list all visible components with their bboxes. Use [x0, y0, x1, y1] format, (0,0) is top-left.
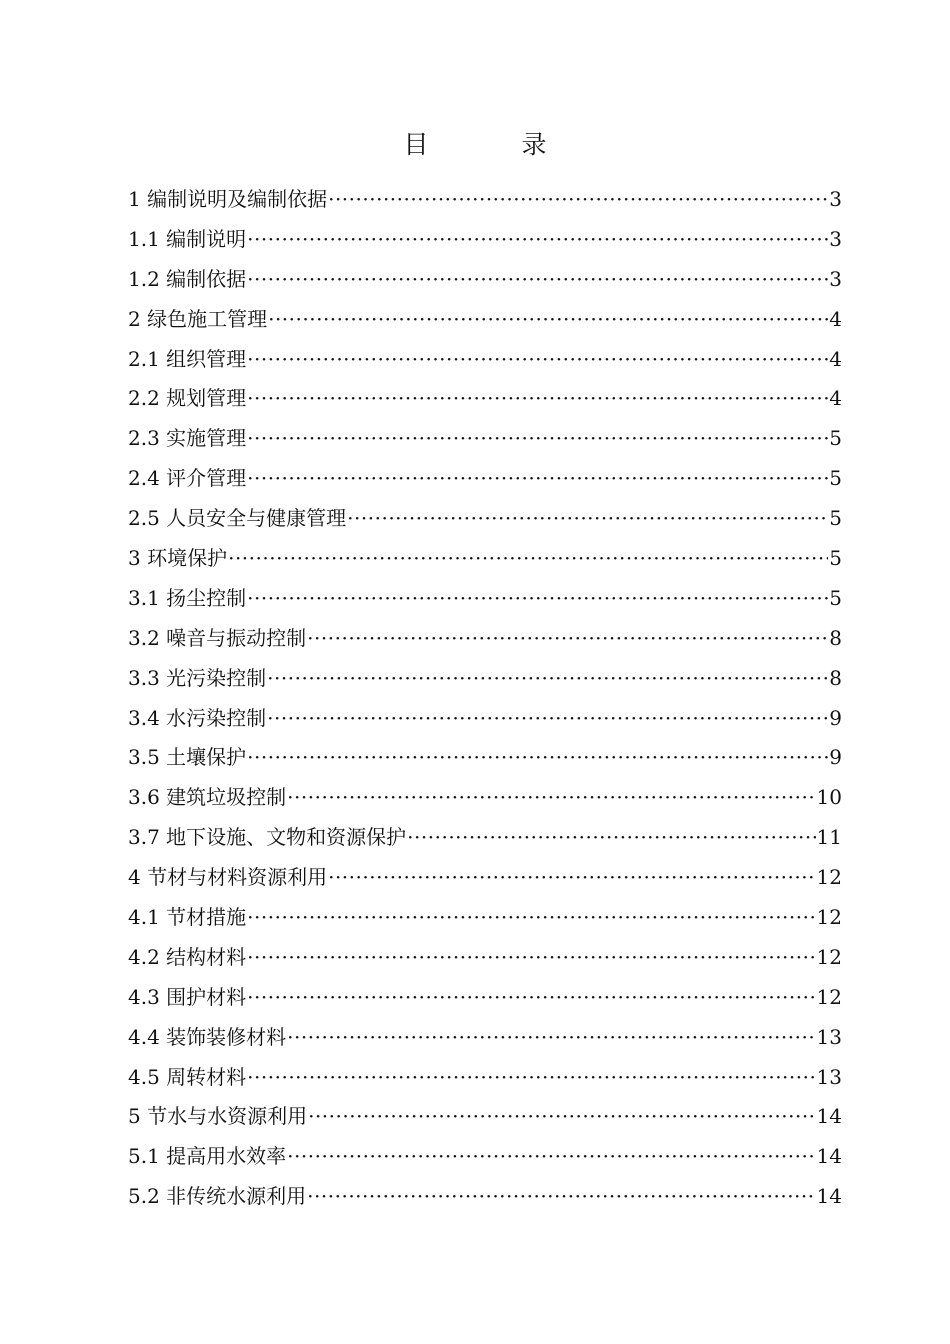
toc-dot-leader [328, 858, 815, 898]
toc-dot-leader [247, 898, 815, 938]
toc-entry-text: 编制说明 [166, 226, 247, 251]
toc-entry-number: 2.2 [128, 386, 160, 411]
toc-entry-text: 实施管理 [166, 426, 247, 451]
toc-entry-text: 结构材料 [166, 944, 247, 969]
toc-entry-page-number: 3 [829, 187, 842, 211]
toc-entry-text: 节水与水资源利用 [147, 1104, 308, 1129]
toc-entry-text: 编制依据 [166, 266, 247, 291]
toc-dot-leader [267, 699, 828, 739]
toc-entry[interactable] [128, 499, 842, 539]
toc-entry-page-number: 5 [829, 466, 842, 491]
toc-entry[interactable] [128, 300, 842, 340]
toc-entry-page-number: 5 [829, 506, 842, 531]
toc-entry[interactable] [128, 260, 842, 300]
toc-dot-leader [247, 938, 815, 978]
toc-entry-page-number: 3 [829, 226, 842, 251]
toc-entry-number: 4.2 [128, 944, 160, 969]
toc-entry-number: 1.2 [128, 266, 160, 291]
toc-dot-leader [247, 1058, 815, 1098]
toc-entry[interactable] [128, 659, 842, 699]
toc-entry-text: 提高用水效率 [166, 1144, 287, 1169]
toc-entry-number: 2.5 [128, 506, 160, 531]
toc-entry-number: 4.1 [128, 905, 160, 930]
toc-dot-leader [228, 539, 828, 579]
toc-entry-page-number: 11 [816, 825, 842, 850]
toc-entry[interactable] [128, 898, 842, 938]
toc-entry-page-number: 5 [829, 546, 842, 571]
toc-entry-text: 组织管理 [166, 346, 247, 371]
toc-entry[interactable] [128, 858, 842, 898]
toc-entry[interactable] [128, 1018, 842, 1058]
toc-entry[interactable] [128, 220, 842, 260]
toc-dot-leader [247, 579, 828, 619]
toc-entry-text: 节材措施 [166, 905, 247, 930]
toc-entry-page-number: 4 [829, 306, 842, 331]
toc-entry-page-number: 4 [829, 346, 842, 371]
toc-entry-number: 3.1 [128, 585, 160, 610]
toc-entry-number: 2.4 [128, 466, 160, 491]
toc-entry-number: 4.5 [128, 1064, 160, 1089]
toc-entry-page-number: 13 [816, 1024, 842, 1049]
toc-dot-leader [247, 379, 828, 419]
toc-entry-text: 水污染控制 [166, 705, 267, 730]
toc-entry[interactable] [128, 379, 842, 419]
toc-entry[interactable] [128, 459, 842, 499]
toc-entry-text: 绿色施工管理 [147, 306, 268, 331]
toc-entry-text: 节材与材料资源利用 [147, 865, 328, 890]
toc-entry-page-number: 8 [829, 665, 842, 690]
toc-entry-text: 建筑垃圾控制 [166, 785, 287, 810]
toc-entry[interactable] [128, 419, 842, 459]
toc-entry[interactable] [128, 699, 842, 739]
toc-entry-text: 规划管理 [166, 386, 247, 411]
toc-dot-leader [287, 778, 815, 818]
toc-entry-number: 3 [128, 546, 141, 571]
toc-entry[interactable] [128, 539, 842, 579]
toc-entry[interactable] [128, 1097, 842, 1137]
toc-entry-page-number: 8 [829, 625, 842, 650]
toc-dot-leader [328, 180, 828, 220]
toc-entry-page-number: 12 [816, 865, 842, 890]
toc-entry[interactable] [128, 818, 842, 858]
toc-dot-leader [308, 1097, 815, 1137]
toc-entry-number: 5 [128, 1104, 141, 1129]
toc-entry-number: 2.3 [128, 426, 160, 451]
toc-entry-page-number: 14 [816, 1144, 842, 1169]
toc-entry-number: 3.2 [128, 625, 160, 650]
toc-dot-leader [287, 1137, 815, 1177]
toc-entry-number: 2 [128, 306, 141, 331]
toc-dot-leader [407, 818, 815, 858]
toc-entry-number: 3.6 [128, 785, 160, 810]
toc-entry-page-number: 5 [829, 426, 842, 451]
toc-entry-text: 周转材料 [166, 1064, 247, 1089]
toc-entry-number: 3.7 [128, 825, 160, 850]
toc-dot-leader [247, 459, 828, 499]
toc-entry-text: 噪音与振动控制 [166, 625, 307, 650]
toc-entry[interactable] [128, 978, 842, 1018]
toc-entry[interactable] [128, 340, 842, 380]
toc-entry-number: 5.1 [128, 1144, 160, 1169]
toc-entry-page-number: 14 [816, 1104, 842, 1129]
toc-dot-leader [307, 1177, 815, 1217]
toc-entry[interactable] [128, 938, 842, 978]
toc-entry-page-number: 4 [829, 386, 842, 411]
toc-entry-page-number: 14 [816, 1184, 842, 1209]
toc-entry-number: 3.3 [128, 665, 160, 690]
toc-title: 目 录 [403, 130, 581, 159]
toc-entry[interactable] [128, 1137, 842, 1177]
toc-dot-leader [287, 1018, 815, 1058]
toc-entry-text: 扬尘控制 [166, 585, 247, 610]
toc-dot-leader [347, 499, 828, 539]
toc-dot-leader [247, 419, 828, 459]
table-of-contents [128, 180, 842, 1217]
toc-entry-page-number: 5 [829, 585, 842, 610]
toc-entry-text: 环境保护 [147, 546, 228, 571]
toc-dot-leader [247, 260, 828, 300]
toc-entry-number: 4.4 [128, 1024, 160, 1049]
toc-entry[interactable] [128, 619, 842, 659]
toc-entry-text: 人员安全与健康管理 [166, 506, 347, 531]
toc-entry-text: 光污染控制 [166, 665, 267, 690]
toc-dot-leader [247, 978, 815, 1018]
toc-entry-page-number: 12 [816, 905, 842, 930]
toc-entry-number: 5.2 [128, 1184, 160, 1209]
toc-entry-text: 评介管理 [166, 466, 247, 491]
toc-entry-number: 4.3 [128, 984, 160, 1009]
toc-entry-text: 围护材料 [166, 984, 247, 1009]
toc-entry-text: 装饰装修材料 [166, 1024, 287, 1049]
toc-entry-number: 4 [128, 865, 141, 890]
toc-dot-leader [247, 340, 828, 380]
toc-entry-text: 编制说明及编制依据 [147, 187, 328, 211]
toc-dot-leader [267, 659, 828, 699]
toc-entry[interactable] [128, 579, 842, 619]
toc-entry-text: 土壤保护 [166, 745, 247, 770]
toc-dot-leader [247, 738, 828, 778]
toc-entry[interactable] [128, 738, 842, 778]
toc-entry[interactable] [128, 1177, 842, 1217]
toc-entry-page-number: 10 [816, 785, 842, 810]
toc-entry[interactable] [128, 180, 842, 220]
toc-entry-page-number: 3 [829, 266, 842, 291]
toc-entry-page-number: 9 [829, 705, 842, 730]
toc-entry-number: 2.1 [128, 346, 160, 371]
toc-entry-page-number: 12 [816, 944, 842, 969]
toc-entry-number: 3.5 [128, 745, 160, 770]
toc-dot-leader [307, 619, 828, 659]
toc-entry-page-number: 12 [816, 984, 842, 1009]
toc-entry[interactable] [128, 778, 842, 818]
toc-dot-leader [268, 300, 828, 340]
toc-entry-page-number: 13 [816, 1064, 842, 1089]
toc-entry[interactable] [128, 1058, 842, 1098]
toc-entry-page-number: 9 [829, 745, 842, 770]
toc-entry-text: 地下设施、文物和资源保护 [166, 825, 407, 850]
toc-entry-number: 3.4 [128, 705, 160, 730]
toc-entry-number: 1.1 [128, 226, 160, 251]
toc-dot-leader [247, 220, 828, 260]
toc-entry-number: 1 [128, 187, 141, 211]
toc-entry-text: 非传统水源利用 [166, 1184, 307, 1209]
